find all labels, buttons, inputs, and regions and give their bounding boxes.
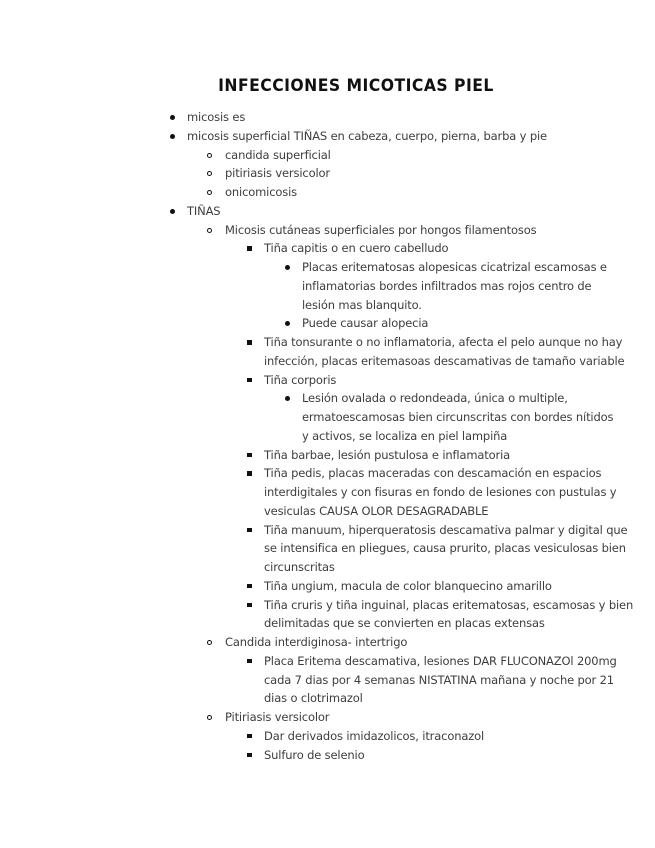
bullet-square-icon bbox=[247, 453, 252, 458]
bullet-square-icon bbox=[247, 603, 252, 608]
list-item-line: circunscritas bbox=[264, 560, 335, 574]
bullet-circle-icon bbox=[207, 228, 212, 233]
bullet-circle-icon bbox=[207, 640, 212, 645]
list-item-line: lesión mas blanquito. bbox=[302, 297, 422, 312]
list-item-line: Micosis cutáneas superficiales por hongos filamentosos bbox=[225, 222, 537, 237]
list-item-line: micosis es bbox=[187, 110, 246, 124]
list-item-line: Placas eritematosas alopesicas cicatrizal escamosas e bbox=[302, 260, 607, 274]
list-item-line: delimitadas que se convierten en placas extensas bbox=[264, 616, 545, 631]
list-item-line: Candida interdiginosa- intertrigo bbox=[225, 635, 408, 649]
list-item-line: Tiña barbae, lesión pustulosa e inflamatoria bbox=[264, 447, 511, 462]
list-item-line: dias o clotrimazol bbox=[264, 691, 363, 706]
bullet-disc-icon bbox=[170, 115, 175, 120]
list-item-line: Sulfuro de selenio bbox=[264, 747, 365, 762]
bullet-circle-icon bbox=[207, 153, 212, 158]
list-item-line: Pitiriasis versicolor bbox=[225, 710, 330, 724]
list-item-line: micosis superficial TIÑAS en cabeza, cuerpo, pierna, barba y pie bbox=[187, 128, 547, 143]
list-item-line: TIÑAS bbox=[187, 203, 221, 218]
bullet-square-icon bbox=[247, 471, 252, 476]
list-item-line: infección, placas eritemasoas descamativas de tamaño variable bbox=[264, 353, 625, 368]
list-item-line: Placa Eritema descamativa, lesiones DAR FLUCONAZOl 200mg bbox=[264, 653, 617, 668]
bullet-square-icon bbox=[247, 528, 252, 533]
bullet-square-icon bbox=[247, 753, 252, 758]
bullet-disc-icon bbox=[285, 265, 290, 270]
list-item-line: Tiña tonsurante o no inflamatoria, afecta el pelo aunque no hay bbox=[264, 335, 623, 349]
list-item-line: Dar derivados imidazolicos, itraconazol bbox=[264, 728, 485, 743]
bullet-circle-icon bbox=[207, 190, 212, 195]
bullet-square-icon bbox=[247, 378, 252, 383]
list-item-line: Lesión ovalada o redondeada, única o multiple, bbox=[302, 391, 568, 406]
list-item-line: Tiña manuum, hiperqueratosis descamativa palmar y digital que bbox=[264, 522, 628, 537]
bullet-square-icon bbox=[247, 659, 252, 664]
bullet-circle-icon bbox=[207, 715, 212, 720]
list-item-line: cada 7 dias por 4 semanas NISTATINA mañana y noche por 21 bbox=[264, 672, 614, 687]
list-item-line: Tiña ungium, macula de color blanquecino amarillo bbox=[264, 578, 552, 593]
list-item-line: pitiriasis versicolor bbox=[225, 166, 330, 181]
bullet-square-icon bbox=[247, 340, 252, 345]
bullet-disc-icon bbox=[170, 209, 175, 214]
bullet-disc-icon bbox=[170, 134, 175, 139]
list-item-line: onicomicosis bbox=[225, 185, 298, 199]
bullet-circle-icon bbox=[207, 171, 212, 176]
list-item-line: y activos, se localiza en piel lampiña bbox=[302, 428, 508, 443]
list-item-line: Puede causar alopecia bbox=[302, 316, 429, 331]
list-item-line: vesiculas CAUSA OLOR DESAGRADABLE bbox=[264, 503, 489, 518]
list-item-line: inflamatorias bordes infiltrados mas rojos centro de bbox=[302, 278, 592, 293]
list-item-line: Tiña cruris y tiña inguinal, placas eritematosas, escamosas y bien bbox=[264, 597, 634, 612]
list-item-line: se intensifica en pliegues, causa prurito, placas vesiculosas bien bbox=[264, 541, 626, 556]
bullet-disc-icon bbox=[285, 396, 290, 401]
list-item-line: interdigitales y con fisuras en fondo de lesiones con pustulas y bbox=[264, 485, 617, 499]
bullet-square-icon bbox=[247, 734, 252, 739]
list-item-line: Tiña corporis bbox=[264, 372, 337, 387]
page-title: INFECCIONES MICOTICAS PIEL bbox=[218, 76, 494, 96]
list-item-line: candida superficial bbox=[225, 147, 331, 162]
list-item-line: ermatoescamosas bien circunscritas con bordes nítidos bbox=[302, 410, 614, 424]
bullet-disc-icon bbox=[285, 321, 290, 326]
list-item-line: Tiña pedis, placas maceradas con descamación en espacios bbox=[264, 466, 602, 481]
bullet-square-icon bbox=[247, 584, 252, 589]
list-item-line: Tiña capitis o en cuero cabelludo bbox=[264, 241, 449, 256]
bullet-square-icon bbox=[247, 246, 252, 251]
